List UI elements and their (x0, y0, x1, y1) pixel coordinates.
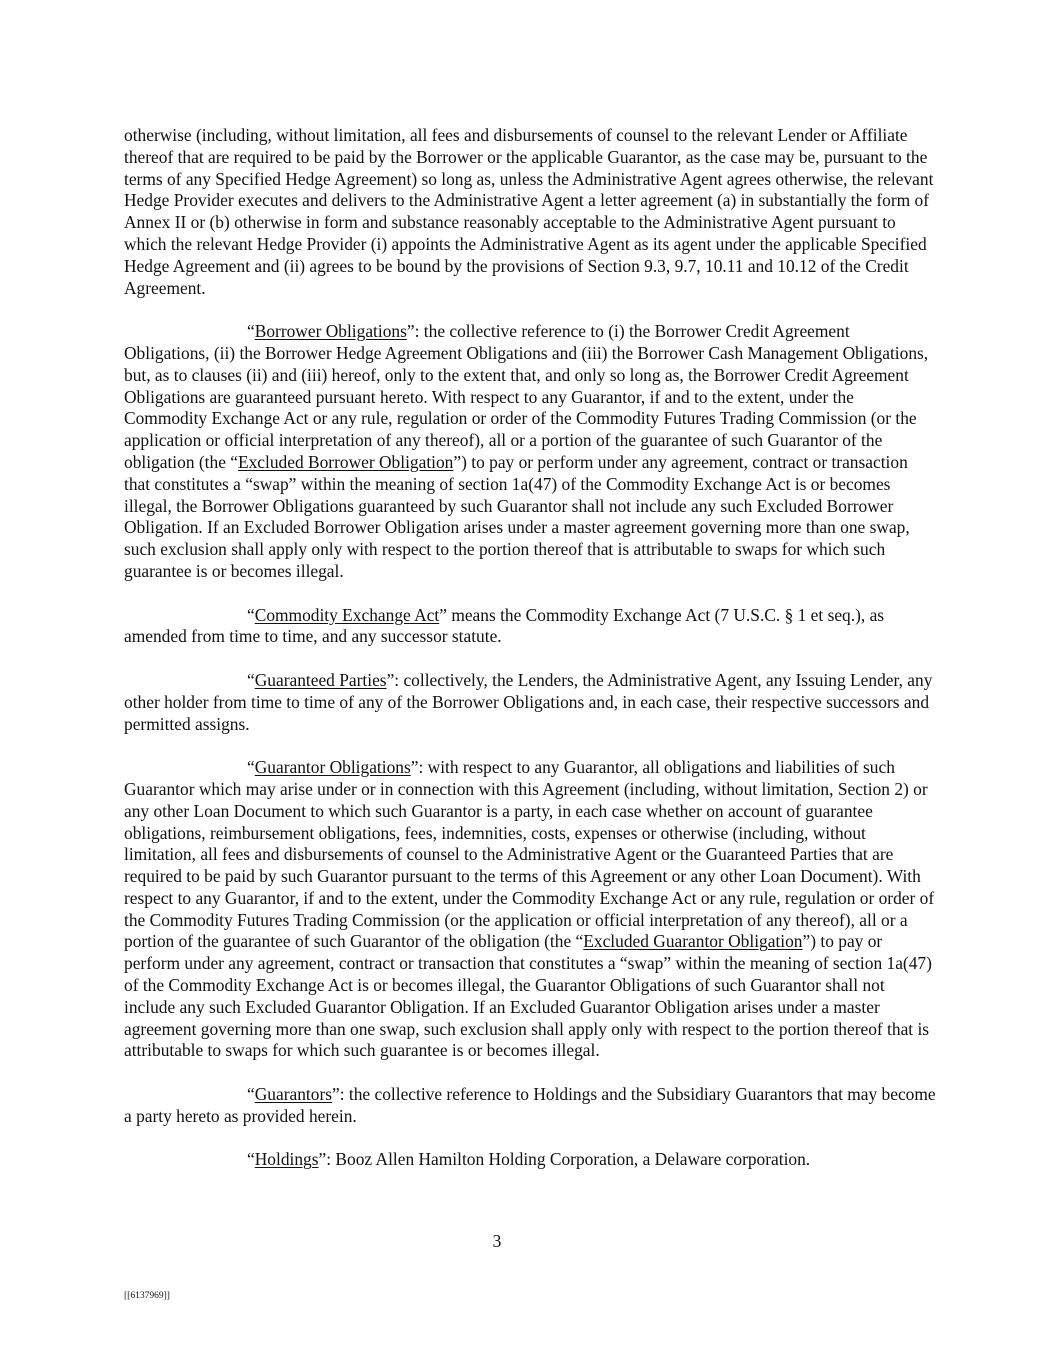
defined-term: Excluded Guarantor Obligation (583, 931, 803, 952)
definition-guarantor-obligations: “Guarantor Obligations”: with respect to any Guarantor, all obligations and liabilities of such Guarantor which may arise under or in connection with this Agreement (including, without limitation, Section 2) or any other Loan Document to which such Guarantor is a party, in each case whether on account of guarantee obligations, reimbursement obligations, fees, indemnities, costs, expenses or otherwise (including, without limitation, all fees and disbursements of counsel to the Administrative Agent or the Guaranteed Parties that are required to be paid by such Guarantor pursuant to the terms of this Agreement or any other Loan Document). With respect to any Guarantor, if and to the extent, under the Commodity Exchange Act or any rule, regulation or order of the Commodity Futures Trading Commission (or the application or official interpretation of any thereof), all or a portion of the guarantee of such Guarantor of the obligation (the “Excluded Guarantor Obligation”) to pay or perform under any agreement, contract or transaction that constitutes a “swap” within the meaning of section 1a(47) of the Commodity Exchange Act is or becomes illegal, the Guarantor Obligations of such Guarantor shall not include any such Excluded Guarantor Obligation. If an Excluded Guarantor Obligation arises under a master agreement governing more than one swap, such exclusion shall apply only with respect to the portion thereof that is attributable to swaps for which such guarantee is or becomes illegal. (124, 757, 935, 1061)
definition-borrower-obligations: “Borrower Obligations”: the collective reference to (i) the Borrower Credit Agreement Obligations, (ii) the Borrower Hedge Agreement Obligations and (iii) the Borrower Cash Management Obligations, but, as to clauses (ii) and (iii) hereof, only to the extent that, and only so long as, the Borrower Credit Agreement Obligations are guaranteed pursuant hereto. With respect to any Guarantor, if and to the extent, under the Commodity Exchange Act or any rule, regulation or order of the Commodity Futures Trading Commission (or the application or official interpretation of any thereof), all or a portion of the guarantee of such Guarantor of the obligation (the “Excluded Borrower Obligation”) to pay or perform under any agreement, contract or transaction that constitutes a “swap” within the meaning of section 1a(47) of the Commodity Exchange Act is or becomes illegal, the Borrower Obligations guaranteed by such Guarantor shall not include any such Excluded Borrower Obligation. If an Excluded Borrower Obligation arises under a master agreement governing more than one swap, such exclusion shall apply only with respect to the portion thereof that is attributable to swaps for which such guarantee is or becomes illegal. (124, 321, 929, 581)
defined-term: Commodity Exchange Act (254, 604, 440, 625)
footer-document-id: [[6137969]] (124, 1291, 170, 1301)
defined-term: Borrower Obligations (254, 321, 407, 342)
definition-commodity-exchange-act: “Commodity Exchange Act” means the Commodity Exchange Act (7 U.S.C. § 1 et seq.), as amended from time to time, and any successor statute. (124, 604, 885, 647)
document-body (124, 125, 936, 1193)
defined-term: Excluded Borrower Obligation (237, 451, 454, 472)
definition-guarantors: “Guarantors”: the collective reference to Holdings and the Subsidiary Guarantors that may become a party hereto as provided herein. (124, 1084, 936, 1126)
defined-term: Holdings (254, 1149, 319, 1170)
definition-guaranteed-parties: “Guaranteed Parties”: collectively, the Lenders, the Administrative Agent, any Issuing Lender, any other holder from time to time of any of the Borrower Obligations and, in each case, their respective successors and permitted assigns. (124, 669, 933, 734)
paragraph-continuation: otherwise (including, without limitation, all fees and disbursements of counsel to the relevant Lender or Affiliate thereof that are required to be paid by the Borrower or the applicable Guarantor, as the case may be, pursuant to the terms of any Specified Hedge Agreement) so long as, unless the Administrative Agent agrees otherwise, the relevant Hedge Provider executes and delivers to the Administrative Agent a letter agreement (a) in substantially the form of Annex II or (b) otherwise in form and substance reasonably acceptable to the Administrative Agent pursuant to which the relevant Hedge Provider (i) appoints the Administrative Agent as its agent under the applicable Specified Hedge Agreement and (ii) agrees to be bound by the provisions of Section 9.3, 9.7, 10.11 and 10.12 of the Credit Agreement. (124, 125, 934, 298)
defined-term: Guarantor Obligations (254, 757, 411, 778)
page-number: 3 (492, 1231, 502, 1251)
defined-term: Guaranteed Parties (254, 669, 387, 690)
defined-term: Guarantors (254, 1084, 332, 1105)
definition-holdings: “Holdings”: Booz Allen Hamilton Holding Corporation, a Delaware corporation. (247, 1149, 811, 1170)
